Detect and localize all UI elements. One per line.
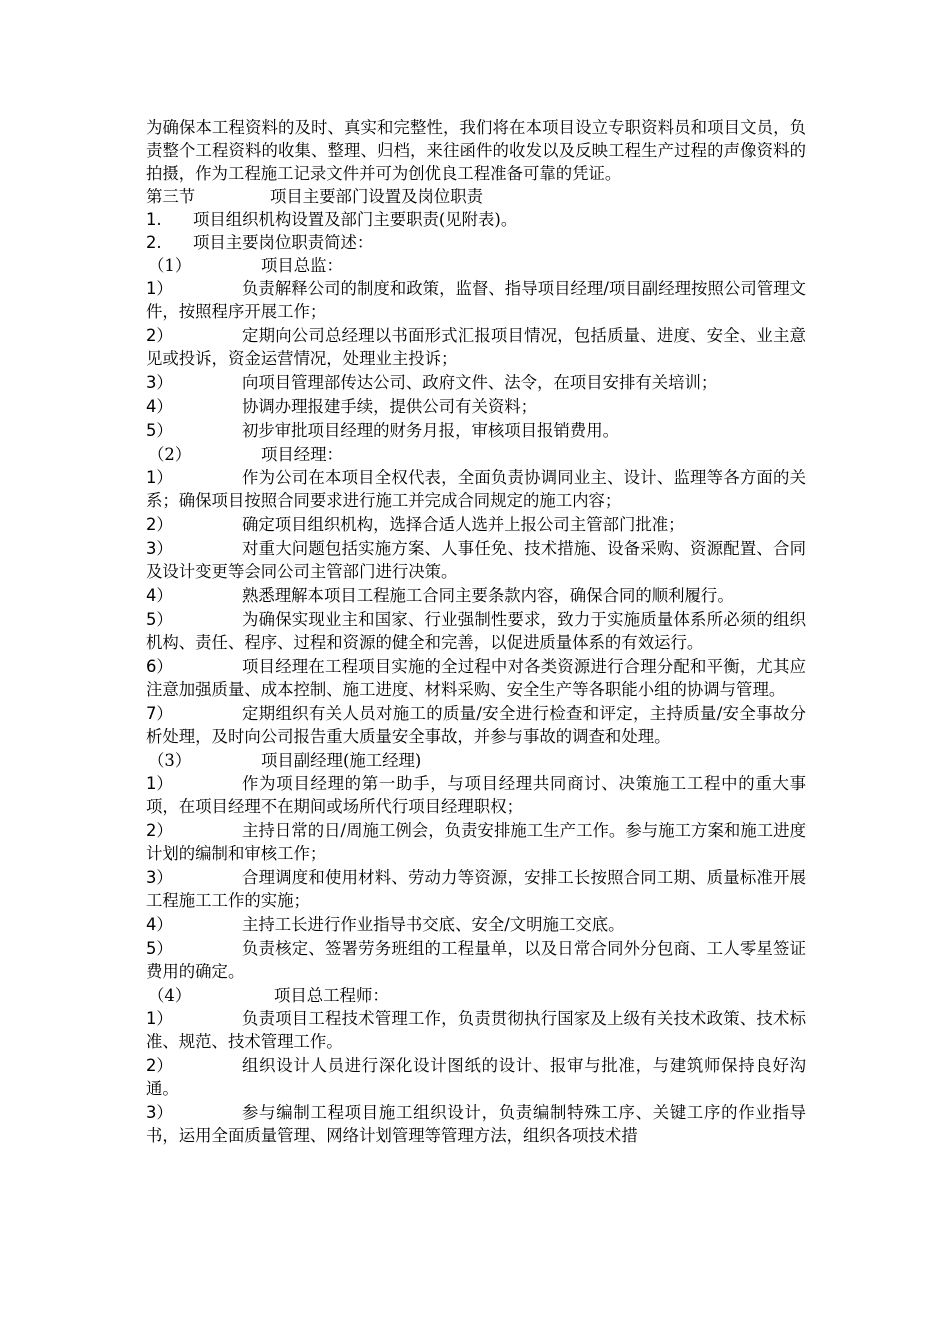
duty-number: 3）: [146, 539, 173, 558]
duty-number: 5）: [146, 610, 173, 629]
duty-number: 4）: [146, 915, 173, 934]
duty-item: [146, 772, 806, 818]
duty-number: 1）: [146, 774, 173, 793]
list-item: [146, 208, 806, 231]
duty-text: 负责解释公司的制度和政策，监督、指导项目经理/项目副经理按照公司管理文件，按照程序开展工作；: [146, 279, 806, 321]
duty-item: [146, 1101, 806, 1147]
duty-text: 负责核定、签署劳务班组的工程量单，以及日常合同外分包商、工人零星签证费用的确定。: [146, 939, 806, 981]
duty-text: 确定项目组织机构，选择合适人选并上报公司主管部门批准；: [242, 515, 685, 534]
duty-number: 3）: [146, 373, 173, 392]
duty-number: 6）: [146, 657, 173, 676]
role-number: （3）: [148, 751, 192, 770]
duty-text: 对重大问题包括实施方案、人事任免、技术措施、设备采购、资源配置、合同及设计变更等会同公司主管部门进行决策。: [146, 539, 806, 581]
duty-item: [146, 866, 806, 912]
duty-text: 项目经理在工程项目实施的全过程中对各类资源进行合理分配和平衡，尤其应注意加强质量、成本控制、施工进度、材料采购、安全生产等各职能小组的协调与管理。: [146, 657, 806, 699]
duty-item: [146, 819, 806, 865]
duty-item: [146, 324, 806, 370]
section-heading: [146, 185, 806, 208]
role-title: 项目经理：: [261, 445, 343, 464]
duty-item: [146, 937, 806, 983]
duty-item: [146, 395, 806, 418]
duty-text: 合理调度和使用材料、劳动力等资源，安排工长按照合同工期、质量标准开展工程施工工作的实施；: [146, 868, 806, 910]
duty-text: 负责项目工程技术管理工作，负责贯彻执行国家及上级有关技术政策、技术标准、规范、技术管理工作。: [146, 1009, 806, 1051]
duty-text: 主持日常的日/周施工例会，负责安排施工生产工作。参与施工方案和施工进度计划的编制和审核工作；: [146, 821, 806, 863]
section-number: 第三节: [146, 187, 196, 206]
duty-item: [146, 419, 806, 442]
duty-number: 5）: [146, 939, 173, 958]
duty-number: 4）: [146, 397, 173, 416]
duty-item: [146, 466, 806, 512]
duty-item: [146, 537, 806, 583]
list-text: 项目组织机构设置及部门主要职责(见附表)。: [193, 210, 518, 229]
duty-text: 初步审批项目经理的财务月报，审核项目报销费用。: [242, 421, 619, 440]
duty-text: 定期组织有关人员对施工的质量/安全进行检查和评定，主持质量/安全事故分析处理，及时向公司报告重大质量安全事故，并参与事故的调查和处理。: [146, 704, 806, 746]
list-number: 1.: [146, 210, 162, 229]
duty-item: [146, 1007, 806, 1053]
duty-number: 2）: [146, 821, 173, 840]
list-text: 项目主要岗位职责简述：: [193, 233, 374, 252]
role-title: 项目总监：: [261, 256, 343, 275]
duty-number: 2）: [146, 515, 173, 534]
duty-item: [146, 1054, 806, 1100]
duty-text: 熟悉理解本项目工程施工合同主要条款内容，确保合同的顺利履行。: [242, 586, 734, 605]
duty-item: [146, 913, 806, 936]
duty-item: [146, 371, 806, 394]
duty-text: 定期向公司总经理以书面形式汇报项目情况，包括质量、进度、安全、业主意见或投诉，资金运营情况，处理业主投诉；: [146, 326, 806, 368]
duty-number: 7）: [146, 704, 173, 723]
duty-item: [146, 513, 806, 536]
duty-text: 参与编制工程项目施工组织设计，负责编制特殊工序、关键工序的作业指导书，运用全面质量管理、网络计划管理等管理方法，组织各项技术措: [146, 1103, 806, 1145]
duty-text: 为确保实现业主和国家、行业强制性要求，致力于实施质量体系所必须的组织机构、责任、程序、过程和资源的健全和完善，以促进质量体系的有效运行。: [146, 610, 806, 652]
duty-number: 2）: [146, 326, 173, 345]
duty-number: 4）: [146, 586, 173, 605]
duty-number: 2）: [146, 1056, 173, 1075]
intro-paragraph: 为确保本工程资料的及时、真实和完整性，我们将在本项目设立专职资料员和项目文员，负责整个工程资料的收集、整理、归档，来往函件的收发以及反映工程生产过程的声像资料的拍摄，作为工程施工记录文件并可为创优良工程准备可靠的凭证。: [146, 118, 806, 183]
duty-text: 作为项目经理的第一助手，与项目经理共同商讨、决策施工工程中的重大事项，在项目经理不在期间或场所代行项目经理职权；: [146, 774, 806, 816]
role-title: 项目副经理(施工经理): [261, 751, 422, 770]
duty-item: [146, 584, 806, 607]
role-heading: [146, 443, 806, 466]
duty-number: 1）: [146, 279, 173, 298]
duty-item: [146, 655, 806, 701]
duty-text: 作为公司在本项目全权代表，全面负责协调同业主、设计、监理等各方面的关系；确保项目按照合同要求进行施工并完成合同规定的施工内容；: [146, 468, 806, 510]
duty-number: 3）: [146, 868, 173, 887]
duty-text: 向项目管理部传达公司、政府文件、法令，在项目安排有关培训；: [242, 373, 718, 392]
document-body: [146, 116, 806, 1148]
duty-number: 1）: [146, 1009, 173, 1028]
role-number: （2）: [148, 445, 192, 464]
duty-number: 3）: [146, 1103, 173, 1122]
list-number: 2.: [146, 233, 162, 252]
role-heading: [146, 749, 806, 772]
duty-text: 协调办理报建手续，提供公司有关资料；: [242, 397, 538, 416]
section-title: 项目主要部门设置及岗位职责: [270, 187, 484, 206]
duty-text: 组织设计人员进行深化设计图纸的设计、报审与批准，与建筑师保持良好沟通。: [146, 1056, 806, 1098]
role-number: （1）: [148, 256, 192, 275]
role-heading: [146, 254, 806, 277]
duty-item: [146, 277, 806, 323]
role-number: （4）: [148, 986, 192, 1005]
duty-number: 5）: [146, 421, 173, 440]
role-title: 项目总工程师：: [274, 986, 389, 1005]
duty-item: [146, 702, 806, 748]
duty-text: 主持工长进行作业指导书交底、安全/文明施工交底。: [242, 915, 625, 934]
role-heading: [146, 984, 806, 1007]
duty-item: [146, 608, 806, 654]
list-item: [146, 231, 806, 254]
duty-number: 1）: [146, 468, 173, 487]
